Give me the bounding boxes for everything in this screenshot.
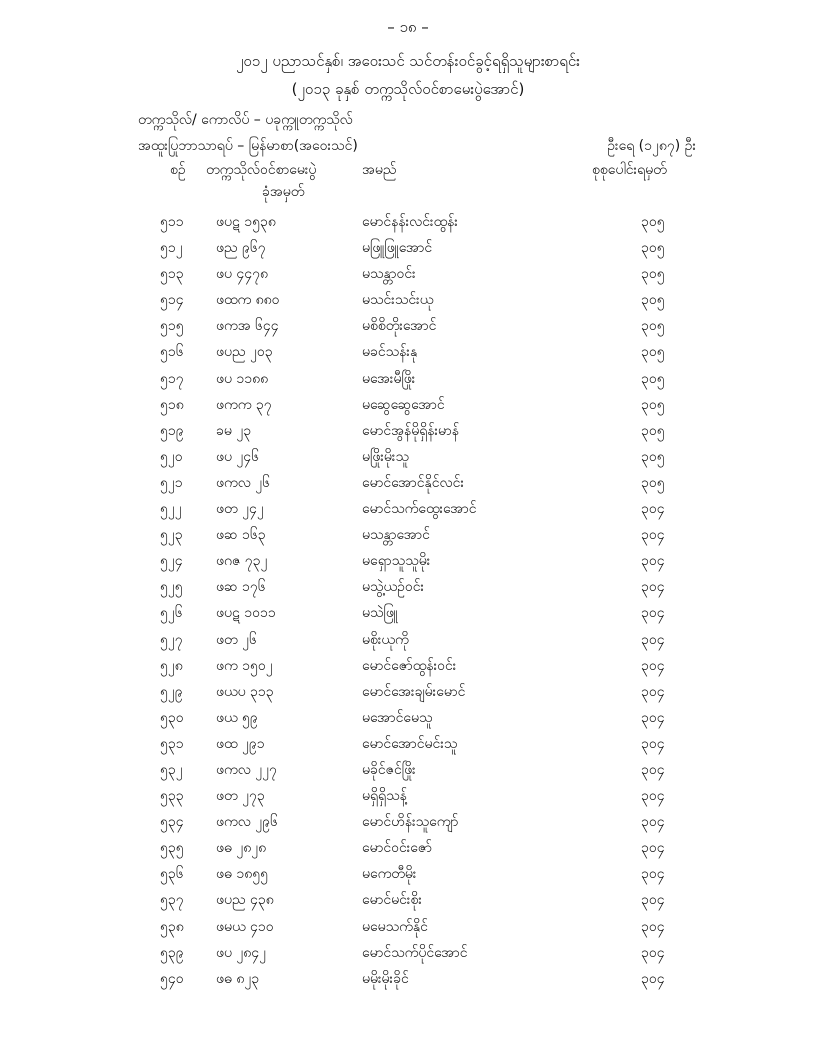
table-row	[0, 519, 816, 545]
row-number: ၅၂၁	[160, 474, 183, 491]
row-number: ၅၂၀	[160, 448, 183, 465]
roll-number: ဖပ ၂၄၆	[216, 448, 260, 465]
table-row	[0, 728, 816, 754]
roll-number: ဖပဋ ၁၅၃၈	[216, 214, 276, 230]
table-row	[0, 232, 816, 258]
row-number: ၅၂၄	[160, 553, 183, 570]
total-marks: ၃၀၄	[641, 683, 665, 700]
roll-number: ဖကလ ၂၂၇	[216, 761, 277, 778]
table-row	[0, 415, 816, 441]
table-row	[0, 832, 816, 858]
document-subtitle: (၂၀၁၃ ခုနှစ် တက္ကသိုလ်ဝင်စာမေးပွဲအောင်)	[291, 80, 525, 98]
table-row	[0, 597, 816, 623]
row-number: ၅၂၇	[160, 631, 183, 648]
table-row	[0, 702, 816, 728]
student-name: မစိစိတိုးအောင်	[362, 318, 437, 335]
row-number: ၅၁၉	[160, 422, 184, 439]
table-row	[0, 493, 816, 519]
row-number: ၅၃၃	[160, 788, 184, 805]
student-name: မမိုးမိုးခိုင်	[362, 970, 409, 987]
column-header-no: စဉ်	[170, 162, 186, 178]
roll-number: ဖဓ ၈၂၃	[216, 970, 260, 987]
total-marks: ၃၀၄	[641, 631, 665, 648]
table-row	[0, 624, 816, 650]
roll-number: ဖထက ၈၈၀	[216, 292, 280, 309]
page-number: – ၁၈ –	[387, 18, 429, 36]
student-name: မခင်သန်းနု	[362, 344, 418, 361]
total-marks: ၃၀၄	[641, 527, 665, 544]
student-name: မောင်အောင်နိုင်လင်း	[362, 474, 464, 491]
total-marks: ၃၀၄	[641, 892, 665, 909]
student-name: မောင်အောင်မင်းသူ	[362, 735, 458, 752]
total-marks: ၃၀၄	[641, 735, 665, 752]
table-row	[0, 937, 816, 963]
table-row	[0, 389, 816, 415]
student-name: မဆွေဆွေအောင်	[362, 396, 445, 413]
major-label: အထူးပြုဘာသာရပ် – မြန်မာစာ(အဝေးသင်)	[138, 138, 358, 154]
student-name: မစိုးယုကို	[362, 631, 409, 648]
total-marks: ၃၀၅	[641, 448, 665, 465]
student-name: မောင်နန်းလင်းထွန်း	[362, 214, 458, 230]
student-name: မောင်သက်ထွေးအောင်	[362, 501, 477, 518]
roll-number: ဖကအ ၆၄၄	[216, 318, 279, 335]
student-name: မကေတီမိုး	[362, 866, 417, 883]
student-name: မောင်သက်ပိုင်အောင်	[362, 944, 468, 961]
table-row	[0, 911, 816, 937]
total-marks: ၃၀၅	[641, 474, 665, 491]
table-row	[0, 571, 816, 597]
results-table	[0, 206, 816, 989]
total-marks: ၃၀၄	[641, 579, 665, 596]
student-name: မအောင်မေသူ	[362, 709, 433, 726]
student-name: မသန္တာဝင်း	[362, 266, 416, 283]
roll-number: ဖမယ ၄၁၀	[216, 918, 274, 935]
row-number: ၅၁၂	[160, 240, 183, 257]
total-marks: ၃၀၄	[641, 788, 665, 805]
table-row	[0, 650, 816, 676]
column-header-name: အမည်	[362, 162, 397, 178]
table-row	[0, 310, 816, 336]
roll-number: ဖယပ ၃၁၃	[216, 683, 274, 700]
row-number: ၅၃၁	[160, 735, 184, 752]
table-row	[0, 963, 816, 989]
column-header-roll-2: ခုံအမှတ်	[262, 184, 305, 200]
row-number: ၅၁၇	[160, 370, 184, 387]
roll-number: ဖပည ၂၀၃	[216, 344, 273, 361]
total-marks: ၃၀၄	[641, 970, 665, 987]
table-row	[0, 806, 816, 832]
student-name: မောင်အွန်မိုရှိန်းမာန်	[362, 422, 460, 439]
row-number: ၅၂၃	[160, 527, 183, 544]
student-name: မသွဲ့ယဉ်ဝင်း	[362, 579, 425, 596]
row-number: ၅၃၈	[160, 918, 184, 935]
roll-number: ဖတ ၂၇၃	[216, 788, 265, 805]
total-marks: ၃၀၄	[641, 553, 665, 570]
roll-number: ဖဓ ၂၈၂၈	[216, 840, 267, 857]
university-label: တက္ကသိုလ်/ ကောလိပ် – ပခုက္ကူတက္ကသိုလ်	[138, 112, 353, 128]
total-count-label: ဦးရေ (၁၂၈၇) ဦး	[607, 138, 696, 154]
column-header-roll: တက္ကသိုလ်ဝင်စာမေးပွဲ	[206, 162, 317, 178]
roll-number: ဖကလ ၂၆	[216, 474, 271, 491]
row-number: ၅၂၉	[160, 683, 183, 700]
student-name: မရှိရှိသန့်	[362, 788, 407, 805]
total-marks: ၃၀၅	[641, 318, 665, 335]
student-name: မသဲဖြူ	[362, 605, 398, 622]
table-row	[0, 884, 816, 910]
total-marks: ၃၀၅	[641, 396, 665, 413]
total-marks: ၃၀၄	[641, 501, 665, 518]
roll-number: ဖထ ၂၉၁	[216, 735, 265, 752]
row-number: ၅၃၇	[160, 892, 184, 909]
roll-number: ဖဆ ၁၇၆	[216, 579, 266, 596]
table-row	[0, 284, 816, 310]
row-number: ၅၃၉	[160, 944, 184, 961]
roll-number: ဖပည ၄၃၈	[216, 892, 274, 909]
row-number: ၅၂၈	[160, 657, 183, 674]
row-number: ၅၃၄	[160, 814, 184, 831]
table-row	[0, 467, 816, 493]
student-name: မခိုင်ဇင်ဖြိုး	[362, 761, 416, 778]
roll-number: ဖဓ ၁၈၅၅	[216, 866, 268, 883]
roll-number: ခမ ၂၃	[216, 422, 252, 439]
roll-number: ဖယ ၅၉	[216, 709, 258, 726]
row-number: ၅၁၁	[160, 214, 184, 230]
student-name: မောင်မင်းစိုး	[362, 892, 422, 909]
student-name: မရှောသူသူမိုး	[362, 553, 431, 570]
student-name: မသင်းသင်းယု	[362, 292, 434, 309]
student-name: မဖြူဖြူအောင်	[362, 240, 433, 257]
student-name: မအေးမီဖြိုး	[362, 370, 416, 387]
total-marks: ၃၀၅	[641, 266, 665, 283]
column-header-marks: စုစုပေါင်းရမှတ်	[592, 162, 667, 178]
row-number: ၅၁၄	[160, 292, 184, 309]
student-name: မဖြိုးမိုးသူ	[362, 448, 409, 465]
row-number: ၅၃၂	[160, 761, 183, 778]
total-marks: ၃၀၅	[641, 370, 665, 387]
roll-number: ဖည ၉၆၇	[216, 240, 266, 257]
table-row	[0, 545, 816, 571]
roll-number: ဖကက ၃၇	[216, 396, 272, 413]
table-row	[0, 363, 816, 389]
total-marks: ၃၀၄	[641, 944, 665, 961]
row-number: ၅၂၆	[160, 605, 183, 622]
row-number: ၅၂၂	[160, 501, 182, 518]
total-marks: ၃၀၅	[641, 344, 665, 361]
table-row	[0, 780, 816, 806]
table-row	[0, 258, 816, 284]
student-name: မမေသက်နိုင်	[362, 918, 428, 935]
row-number: ၅၁၆	[160, 344, 184, 361]
table-row	[0, 336, 816, 362]
document-title: ၂၀၁၂ ပညာသင်နှစ်၊ အဝေးသင် သင်တန်းဝင်ခွင့်ရရှိသူများစာရင်း	[236, 52, 580, 70]
student-name: မသန္တာအောင်	[362, 527, 430, 544]
roll-number: ဖပ ၁၁၈၈	[216, 370, 269, 387]
row-number: ၅၃၅	[160, 840, 184, 857]
total-marks: ၃၀၄	[641, 605, 665, 622]
roll-number: ဖဆ ၁၆၃	[216, 527, 266, 544]
roll-number: ဖပ ၂၈၄၂	[216, 944, 267, 961]
roll-number: ဖတ ၂၆	[216, 631, 257, 648]
table-row	[0, 206, 816, 232]
student-name: မောင်ဝင်းဇော်	[362, 840, 432, 857]
student-name: မောင်အေးချမ်းမောင်	[362, 683, 466, 700]
total-marks: ၃၀၄	[641, 709, 665, 726]
total-marks: ၃၀၄	[641, 840, 665, 857]
total-marks: ၃၀၅	[641, 214, 665, 230]
roll-number: ဖတ ၂၄၂	[216, 501, 264, 518]
table-row	[0, 858, 816, 884]
row-number: ၅၃၀	[160, 709, 184, 726]
student-name: မောင်ဇော်ထွန်းဝင်း	[362, 657, 457, 674]
total-marks: ၃၀၄	[641, 814, 665, 831]
row-number: ၅၂၅	[160, 579, 183, 596]
roll-number: ဖဂဇ ၇၃၂	[216, 553, 268, 570]
total-marks: ၃၀၅	[641, 292, 665, 309]
total-marks: ၃၀၄	[641, 761, 665, 778]
row-number: ၅၁၃	[160, 266, 184, 283]
table-row	[0, 441, 816, 467]
total-marks: ၃၀၄	[641, 866, 665, 883]
roll-number: ဖကလ ၂၉၆	[216, 814, 278, 831]
total-marks: ၃၀၄	[641, 657, 665, 674]
roll-number: ဖပဋ ၁၀၁၁	[216, 605, 276, 622]
row-number: ၅၁၅	[160, 318, 184, 335]
total-marks: ၃၀၅	[641, 422, 665, 439]
row-number: ၅၃၆	[160, 866, 184, 883]
row-number: ၅၄၀	[160, 970, 184, 987]
total-marks: ၃၀၅	[641, 240, 665, 257]
table-row	[0, 754, 816, 780]
roll-number: ဖက ၁၅၀၂	[216, 657, 273, 674]
row-number: ၅၁၈	[160, 396, 184, 413]
roll-number: ဖပ ၄၄၇၈	[216, 266, 269, 283]
table-row	[0, 676, 816, 702]
total-marks: ၃၀၄	[641, 918, 665, 935]
student-name: မောင်ဟိန်းသူကျော်	[362, 814, 459, 831]
